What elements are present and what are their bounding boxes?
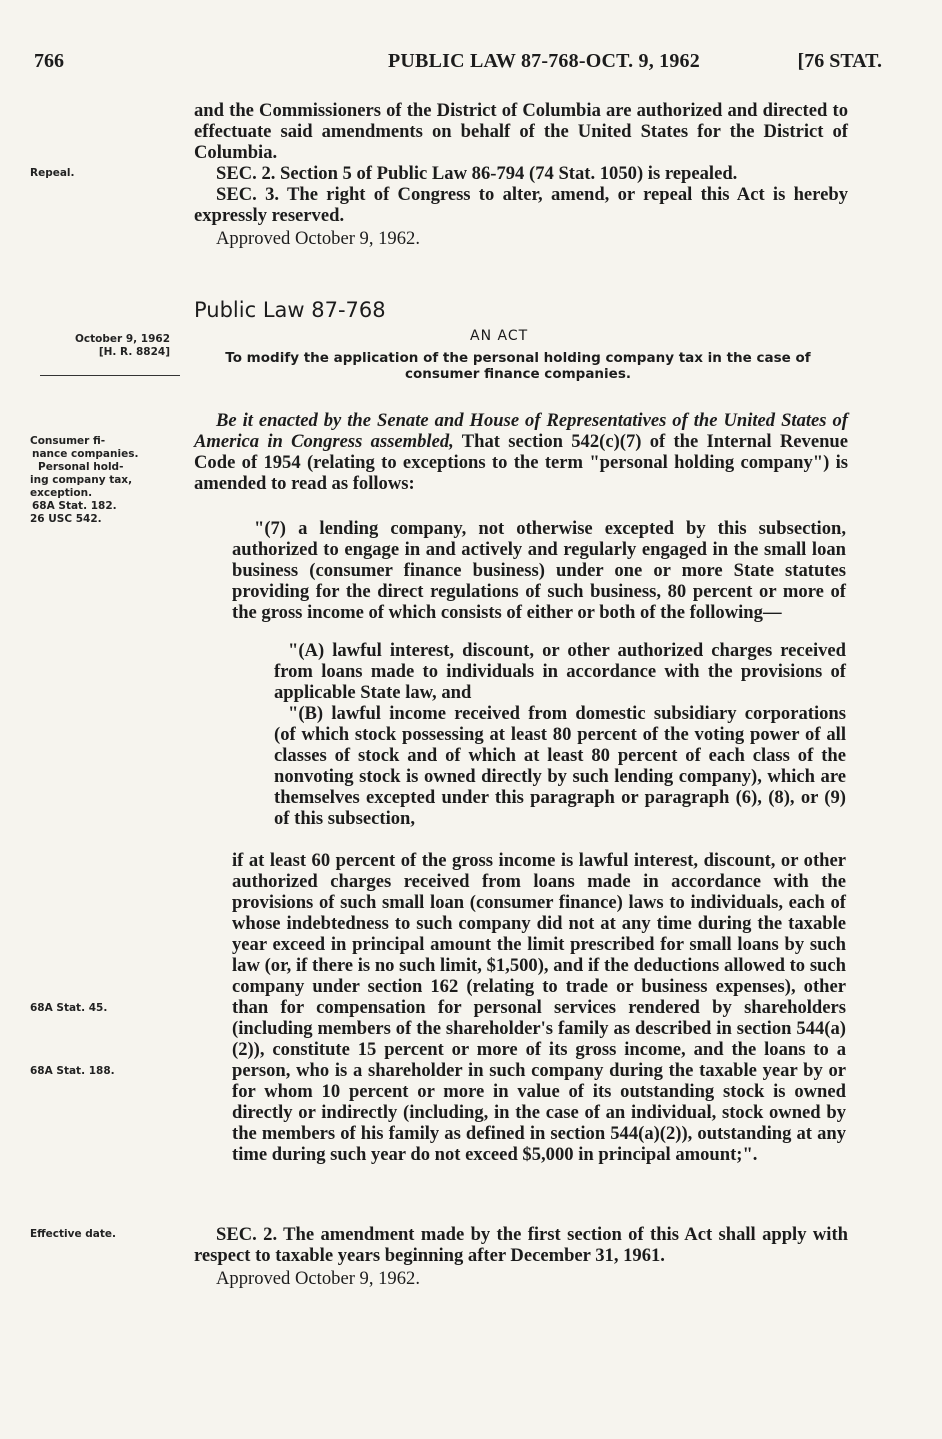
running-header (34, 50, 882, 80)
bottom-approved-block (194, 1268, 848, 1289)
margin-note-consumer-finance (30, 435, 180, 526)
paragraph-a-text: "(A) lawful interest, discount, or other authorized charges received from loans made to individuals in accordance with the provisions of applicable State law, and (274, 640, 846, 703)
margin-line: Personal hold- (38, 461, 124, 473)
margin-note-stat-188: 68A Stat. 188. (30, 1065, 115, 1077)
approved-date-2: Approved October 9, 1962. (216, 1268, 420, 1289)
margin-line: 26 USC 542. (30, 513, 102, 525)
top-block (194, 100, 848, 226)
enacting-clause-italic: Be it enacted by the Senate and House of Representatives of the United States of America in Congress assembled, (194, 410, 848, 452)
margin-note-date (30, 333, 170, 359)
act-purpose: To modify the application of the personal holding company tax in the case of consumer finance companies. (225, 350, 811, 382)
approved-date-1: Approved October 9, 1962. (216, 228, 420, 249)
page-number: 766 (34, 50, 64, 72)
margin-date: October 9, 1962 (74, 333, 170, 345)
top-approved-block (194, 228, 848, 249)
enacting-clause (194, 410, 848, 494)
margin-note-stat-45: 68A Stat. 45. (30, 1002, 108, 1014)
section-3-reservation: SEC. 3. The right of Congress to alter, amend, or repeal this Act is hereby expressly reserved. (194, 184, 848, 226)
margin-line: nance companies. (32, 448, 139, 460)
margin-line: 68A Stat. 182. (32, 500, 117, 512)
volume-reference: [76 STAT. (797, 50, 882, 72)
margin-bill-number: [H. R. 8824] (98, 346, 170, 358)
margin-line: Consumer fi- (30, 435, 106, 447)
margin-note-effective: Effective date. (30, 1228, 116, 1240)
law-title: Public Law 87-768 (194, 298, 386, 322)
continuation-text: and the Commissioners of the District of Columbia are authorized and directed to effectuate said amendments on behalf of the United States for the District of Columbia. (194, 100, 848, 163)
margin-line: exception. (30, 487, 93, 499)
effective-section (194, 1224, 848, 1266)
tail-text: if at least 60 percent of the gross income is lawful interest, discount, or other authorized charges received from loans made in accordance with the provisions of such small loan (consumer finance) laws to individuals, each of whose indebtedness to such company did not at any time during the taxable year exceed in principal amount the limit prescribed for small loans by such law (or, if there is no such limit, $1,500), and if the deductions allowed to such company under section 162 (relating to trade or business expenses), other than for compensation for personal services rendered by shareholders (including members of the shareholder's family as described in section 544(a)(2)), constitute 15 percent or more of its gross income, and the loans to a person, who is a shareholder in such company during the taxable year by or for whom 10 percent or more in value of its outstanding stock is owned directly or indirectly (including, in the case of an individual, stock owned by the members of his family as defined in section 544(a)(2)), outstanding at any time during such year do not exceed $5,000 in principal amount;". (232, 850, 846, 1165)
header-title: PUBLIC LAW 87-768-OCT. 9, 1962 (388, 50, 700, 72)
paragraph-a (274, 640, 846, 703)
margin-note-repeal: Repeal. (30, 167, 75, 179)
enacting-clause-text: That section 542(c)(7) of the Internal Revenue Code of 1954 (relating to exceptions to the term "personal holding company") is amended to read as follows: (194, 431, 849, 494)
paragraph-7 (232, 518, 846, 623)
paragraph-7-text: "(7) a lending company, not otherwise excepted by this subsection, authorized to engage in and actively and regularly engaged in the small loan business (consumer finance business) under one or more State statutes providing for the direct regulations of such business, 80 percent or more of the gross income of which consists of either or both of the following— (232, 518, 846, 623)
section-2-repeal: SEC. 2. Section 5 of Public Law 86-794 (74 Stat. 1050) is repealed. (216, 163, 738, 184)
an-act-heading: AN ACT (470, 328, 529, 344)
margin-rule (40, 375, 180, 376)
paragraph-7-tail (232, 850, 846, 1165)
paragraph-b-text: "(B) lawful income received from domestic subsidiary corporations (of which stock possessing at least 80 percent of the voting power of all classes of stock and of which at least 80 percent of each class of the nonvoting stock is owned directly by such lending company), which are themselves excepted under this paragraph or paragraph (6), (8), or (9) of this subsection, (274, 703, 846, 829)
effective-section-text: SEC. 2. The amendment made by the first section of this Act shall apply with respect to taxable years beginning after December 31, 1961. (194, 1224, 848, 1266)
margin-line: ing company tax, (30, 474, 133, 486)
paragraph-b (274, 703, 846, 829)
